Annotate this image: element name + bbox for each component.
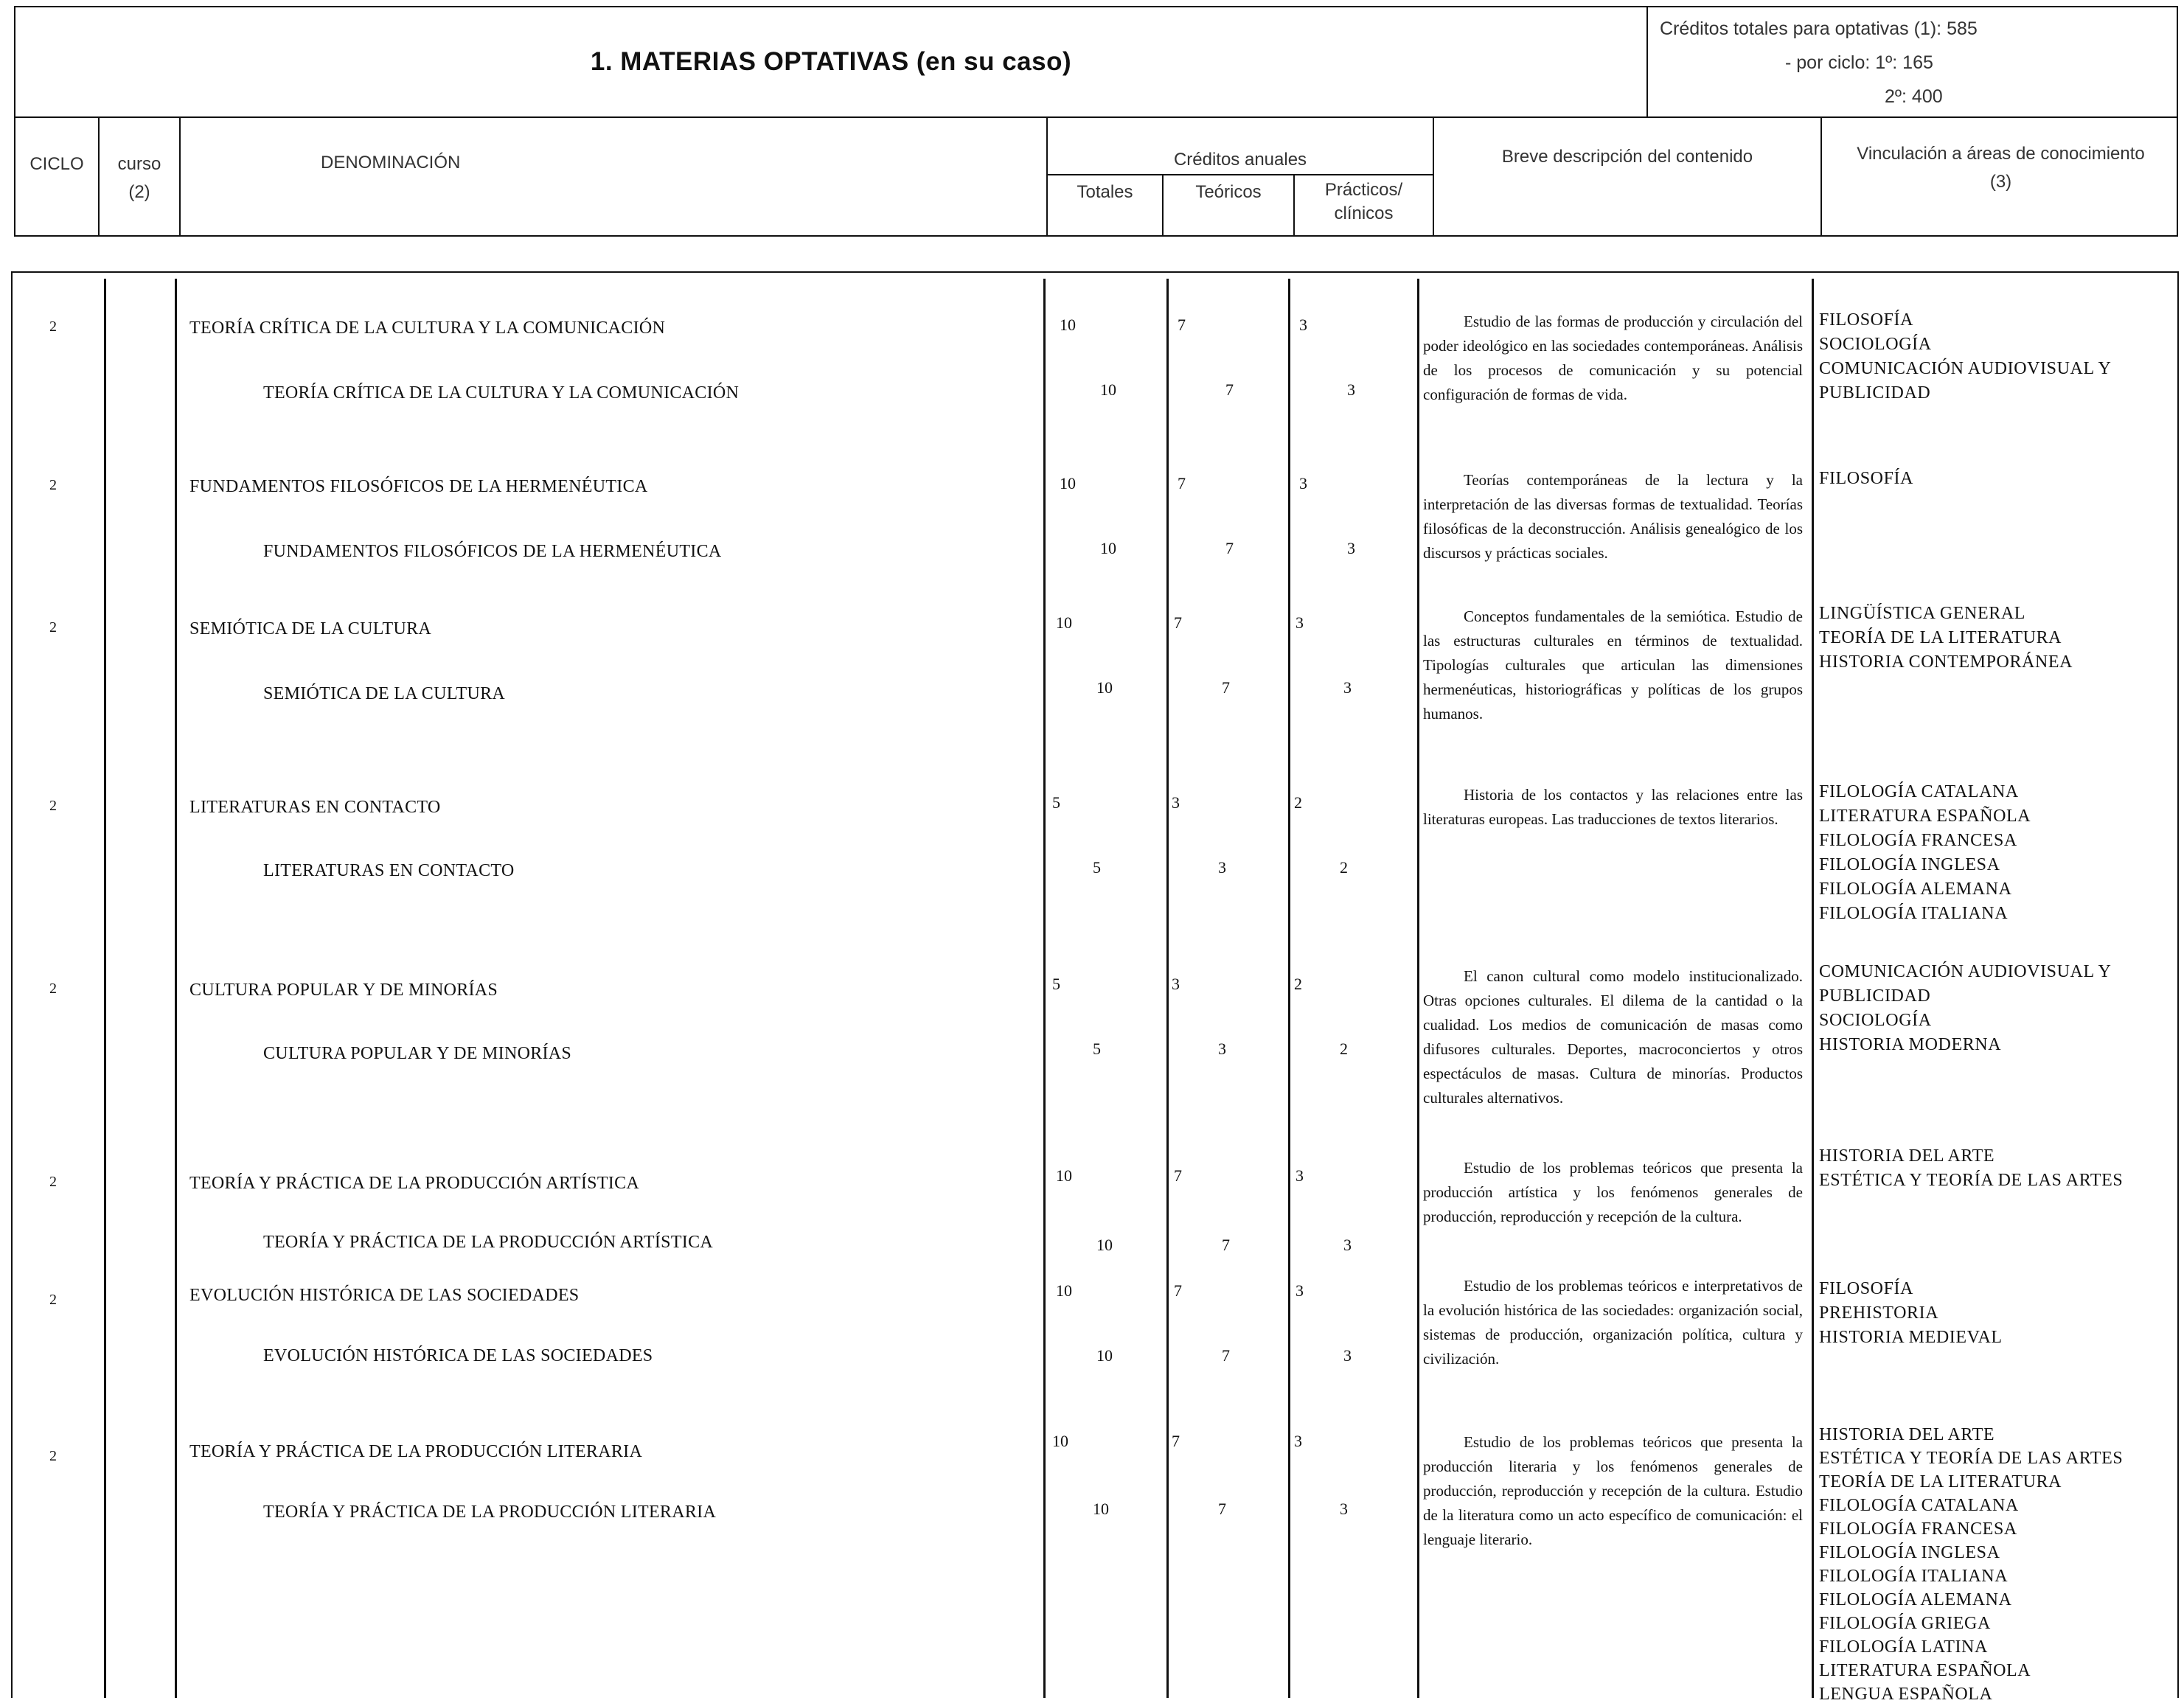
sub-credits-total: 10 (1096, 678, 1113, 697)
col-ciclo: CICLO (29, 154, 84, 174)
knowledge-area-item: FILOLOGÍA ALEMANA (1819, 1590, 2012, 1609)
subject-description: El canon cultural como modelo institucionalizado. Otras opciones culturales. El dilema de la cantidad o la cualidad. Los medios de comunicación de masas como difusores culturales. Deportes, macroconciertos y otros espectáculos de masas. Cultura de minorías. Productos culturales alternativos. (1423, 967, 1803, 1107)
knowledge-areas (1819, 308, 2173, 405)
subject-description: Historia de los contactos y las relaciones entre las literaturas europeas. Las traducciones de textos literarios. (1423, 786, 1803, 828)
credits-total: 10 (1060, 474, 1076, 492)
knowledge-areas (1819, 602, 2173, 675)
knowledge-area-item: FILOLOGÍA CATALANA (1819, 1496, 2019, 1515)
knowledge-area-item: FILOLOGÍA ALEMANA (1819, 880, 2012, 899)
knowledge-area-item: COMUNICACIÓN AUDIOVISUAL Y (1819, 359, 2112, 378)
knowledge-area-item: FILOLOGÍA ITALIANA (1819, 1567, 2009, 1586)
knowledge-area-item: LITERATURA ESPAÑOLA (1819, 807, 2031, 826)
credits-total: Créditos totales para optativas (1): 585 (1660, 18, 1978, 39)
knowledge-areas (1819, 467, 2173, 491)
subject-subname: SEMIÓTICA DE LA CULTURA (263, 684, 506, 703)
col-vinculacion-label: Vinculación a áreas de conocimiento (1857, 144, 2145, 164)
sub-credits-practice: 2 (1340, 858, 1348, 877)
knowledge-area-item: FILOLOGÍA INGLESA (1819, 1543, 2000, 1562)
col-curso-note: (2) (128, 182, 150, 202)
knowledge-area-item: FILOSOFÍA (1819, 1279, 1914, 1298)
col-denominacion: DENOMINACIÓN (321, 153, 461, 173)
knowledge-area-item: TEORÍA DE LA LITERATURA (1819, 1472, 2062, 1491)
knowledge-area-item: HISTORIA MEDIEVAL (1819, 1328, 2003, 1347)
page-title: 1. MATERIAS OPTATIVAS (en su caso) (590, 47, 1072, 76)
row-ciclo: 2 (49, 1292, 57, 1308)
knowledge-areas (1819, 1423, 2173, 1706)
credits-practice: 3 (1299, 316, 1307, 334)
subject-name: CULTURA POPULAR Y DE MINORÍAS (189, 981, 498, 1000)
sub-credits-total: 10 (1096, 1236, 1113, 1254)
credits-total: 10 (1056, 1281, 1072, 1300)
optional-subjects-table (11, 271, 2179, 1704)
subject-description: Estudio de los problemas teóricos que presenta la producción artística y los fenómenos generales de producción, reproducción y recepción de la cultura. (1423, 1159, 1803, 1225)
credits-practice: 2 (1294, 793, 1302, 812)
credits-total: 5 (1052, 975, 1060, 993)
sub-credits-theory: 3 (1218, 858, 1226, 877)
sub-credits-total: 5 (1093, 1040, 1101, 1058)
sub-credits-total: 10 (1096, 1346, 1113, 1365)
subject-subname: FUNDAMENTOS FILOSÓFICOS DE LA HERMENÉUTICA (263, 542, 722, 561)
subject-description: Estudio de los problemas teóricos que presenta la producción literaria y los fenómenos generales de producción, reproducción y recepción de la cultura. Estudio de la literatura como un acto específico de comunicación: el lenguaje literario. (1423, 1433, 1803, 1548)
credits-practice: 3 (1299, 474, 1307, 492)
knowledge-area-item: FILOLOGÍA ITALIANA (1819, 904, 2009, 923)
knowledge-area-item: PUBLICIDAD (1819, 383, 1931, 403)
subject-description: Estudio de las formas de producción y circulación del poder ideológico en las sociedades contemporáneas. Análisis de los procesos de comunicación y su potencial configuración de formas de vida. (1423, 313, 1803, 403)
sub-credits-theory: 7 (1222, 1236, 1230, 1254)
col-curso (100, 150, 179, 206)
col-vinculacion (1822, 140, 2180, 196)
col-teoricos: Teóricos (1195, 182, 1262, 202)
credits-theory: 7 (1178, 474, 1186, 492)
knowledge-area-item: COMUNICACIÓN AUDIOVISUAL Y (1819, 962, 2112, 981)
sub-credits-theory: 7 (1218, 1500, 1226, 1518)
knowledge-area-item: HISTORIA MODERNA (1819, 1035, 2002, 1054)
knowledge-area-item: ESTÉTICA Y TEORÍA DE LAS ARTES (1819, 1171, 2124, 1190)
row-ciclo: 2 (49, 619, 57, 636)
subject-subname: TEORÍA CRÍTICA DE LA CULTURA Y LA COMUNICACIÓN (263, 383, 740, 403)
sub-credits-total: 10 (1100, 539, 1116, 557)
col-vinculacion-note: (3) (1989, 172, 2012, 192)
col-contenido: Breve descripción del contenido (1501, 147, 1753, 167)
knowledge-area-item: ESTÉTICA Y TEORÍA DE LAS ARTES (1819, 1449, 2124, 1468)
credits-theory: 7 (1172, 1432, 1180, 1450)
knowledge-areas (1819, 780, 2173, 926)
credits-theory: 3 (1172, 975, 1180, 993)
sub-credits-practice: 3 (1340, 1500, 1348, 1518)
subject-description: Teorías contemporáneas de la lectura y la interpretación de las diversas formas de textualidad. Teorías filosóficas de la deconstrucción. Análisis genealógico de los discursos y prácticas sociales. (1423, 471, 1803, 562)
knowledge-area-item: HISTORIA DEL ARTE (1819, 1425, 1995, 1444)
knowledge-area-item: PREHISTORIA (1819, 1303, 1939, 1323)
row-ciclo: 2 (49, 318, 57, 335)
sub-credits-theory: 7 (1225, 539, 1234, 557)
subject-name: FUNDAMENTOS FILOSÓFICOS DE LA HERMENÉUTICA (189, 477, 648, 496)
subject-name: LITERATURAS EN CONTACTO (189, 798, 441, 817)
credits-practice: 3 (1296, 1281, 1304, 1300)
sub-credits-total: 5 (1093, 858, 1101, 877)
knowledge-area-item: FILOLOGÍA CATALANA (1819, 782, 2019, 801)
sub-credits-theory: 7 (1222, 1346, 1230, 1365)
credits-theory: 7 (1178, 316, 1186, 334)
knowledge-area-item: FILOLOGÍA FRANCESA (1819, 1519, 2017, 1539)
credits-total: 10 (1056, 613, 1072, 632)
subject-subname: EVOLUCIÓN HISTÓRICA DE LAS SOCIEDADES (263, 1346, 653, 1365)
knowledge-area-item: FILOLOGÍA LATINA (1819, 1637, 1988, 1657)
sub-credits-theory: 7 (1222, 678, 1230, 697)
row-ciclo: 2 (49, 477, 57, 493)
subject-name: TEORÍA Y PRÁCTICA DE LA PRODUCCIÓN ARTÍSTICA (189, 1174, 640, 1193)
subject-subname: TEORÍA Y PRÁCTICA DE LA PRODUCCIÓN ARTÍSTICA (263, 1233, 714, 1252)
row-ciclo: 2 (49, 1448, 57, 1464)
knowledge-area-item: SOCIOLOGÍA (1819, 335, 1932, 354)
knowledge-area-item: FILOLOGÍA INGLESA (1819, 855, 2000, 874)
sub-credits-total: 10 (1093, 1500, 1109, 1518)
credits-summary (1660, 12, 2117, 114)
credits-theory: 3 (1172, 793, 1180, 812)
row-ciclo: 2 (49, 981, 57, 997)
knowledge-area-item: FILOLOGÍA GRIEGA (1819, 1614, 1991, 1633)
knowledge-area-item: LENGUA ESPAÑOLA (1819, 1685, 1993, 1704)
credits-theory: 7 (1174, 1166, 1182, 1185)
credits-practice: 3 (1296, 613, 1304, 632)
subject-name: TEORÍA CRÍTICA DE LA CULTURA Y LA COMUNICACIÓN (189, 318, 666, 338)
sub-credits-theory: 7 (1225, 380, 1234, 399)
subject-subname: CULTURA POPULAR Y DE MINORÍAS (263, 1044, 572, 1063)
knowledge-area-item: HISTORIA CONTEMPORÁNEA (1819, 652, 2073, 672)
sub-credits-practice: 2 (1340, 1040, 1348, 1058)
credits-practice: 3 (1294, 1432, 1302, 1450)
subject-subname: LITERATURAS EN CONTACTO (263, 861, 515, 880)
subject-subname: TEORÍA Y PRÁCTICA DE LA PRODUCCIÓN LITERARIA (263, 1503, 717, 1522)
subject-name: EVOLUCIÓN HISTÓRICA DE LAS SOCIEDADES (189, 1286, 580, 1305)
col-practicos: Prácticos/ clínicos (1324, 180, 1403, 223)
subject-description: Conceptos fundamentales de la semiótica. Estudio de las estructuras culturales en términos de textualidad. Tipologías culturales que articulan las dimensiones hermenéuticas, historiográficas y políticas de los grupos humanos. (1423, 607, 1803, 723)
credits-cycle-2: 2º: 400 (1885, 86, 1943, 107)
sub-credits-theory: 3 (1218, 1040, 1226, 1058)
knowledge-areas (1819, 960, 2173, 1057)
credits-cycle-1: - por ciclo: 1º: 165 (1785, 52, 1933, 73)
knowledge-area-item: FILOSOFÍA (1819, 310, 1914, 330)
knowledge-area-item: HISTORIA DEL ARTE (1819, 1146, 1995, 1166)
credits-practice: 3 (1296, 1166, 1304, 1185)
credits-practice: 2 (1294, 975, 1302, 993)
knowledge-area-item: PUBLICIDAD (1819, 986, 1931, 1006)
knowledge-areas (1819, 1144, 2173, 1193)
credits-total: 10 (1056, 1166, 1072, 1185)
knowledge-areas (1819, 1277, 2173, 1350)
subject-description: Estudio de los problemas teóricos e interpretativos de la evolución histórica de las sociedades: organización social, sistemas de producción, organización política, cultura y civilización. (1423, 1277, 1803, 1368)
knowledge-area-item: LINGÜÍSTICA GENERAL (1819, 604, 2026, 623)
credits-total: 10 (1052, 1432, 1068, 1450)
credits-total: 10 (1060, 316, 1076, 334)
table-header (14, 6, 2178, 237)
credits-total: 5 (1052, 793, 1060, 812)
credits-theory: 7 (1174, 1281, 1182, 1300)
row-ciclo: 2 (49, 798, 57, 814)
sub-credits-practice: 3 (1343, 1236, 1352, 1254)
row-ciclo: 2 (49, 1174, 57, 1190)
sub-credits-practice: 3 (1343, 678, 1352, 697)
knowledge-area-item: FILOSOFÍA (1819, 469, 1914, 488)
knowledge-area-item: TEORÍA DE LA LITERATURA (1819, 628, 2062, 647)
credits-theory: 7 (1174, 613, 1182, 632)
col-curso-label: curso (117, 154, 161, 174)
subject-name: SEMIÓTICA DE LA CULTURA (189, 619, 432, 638)
sub-credits-practice: 3 (1347, 380, 1355, 399)
knowledge-area-item: FILOLOGÍA FRANCESA (1819, 831, 2017, 850)
col-totales: Totales (1077, 182, 1133, 202)
sub-credits-practice: 3 (1347, 539, 1355, 557)
sub-credits-practice: 3 (1343, 1346, 1352, 1365)
subject-name: TEORÍA Y PRÁCTICA DE LA PRODUCCIÓN LITERARIA (189, 1442, 643, 1461)
knowledge-area-item: LITERATURA ESPAÑOLA (1819, 1661, 2031, 1680)
sub-credits-total: 10 (1100, 380, 1116, 399)
col-creditos-anuales: Créditos anuales (1173, 150, 1307, 170)
knowledge-area-item: SOCIOLOGÍA (1819, 1011, 1932, 1030)
